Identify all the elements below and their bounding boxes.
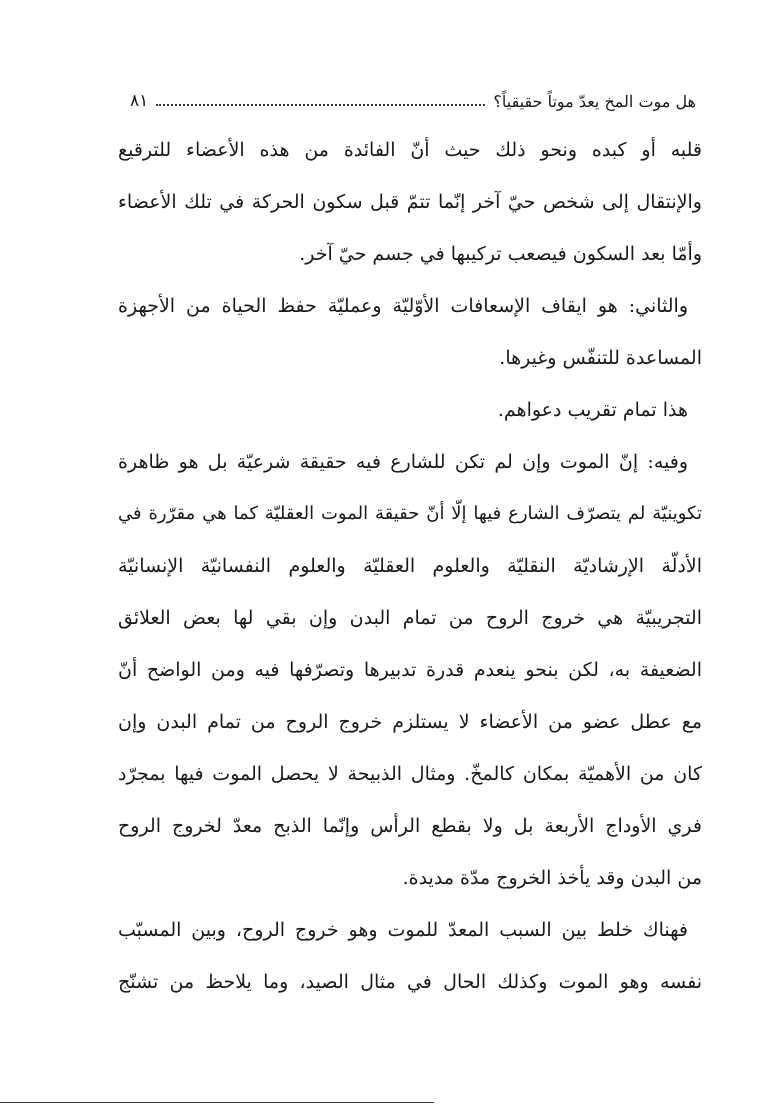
- text-line: وأمّا بعد السكون فيصعب تركيبها في جسم حيّ آخر.: [299, 243, 702, 265]
- text-line: تكوينيّة لم يتصرّف الشارع فيها إلّا أنّ حقيقة الموت العقليّة كما هي مقرّرة في: [118, 503, 702, 524]
- text-line: المساعدة للتنفّس وغيرها.: [499, 347, 702, 369]
- page-number: ٨١: [130, 91, 149, 111]
- running-title: هل موت المخ يعدّ موتاً حقيقياً؟: [493, 91, 696, 111]
- text-line: قلبه أو كبده ونحو ذلك حيث أنّ الفائدة من هذه الأعضاء للترقيع: [118, 139, 702, 161]
- text-line: الضعيفة به، لكن بنحو ينعدم قدرة تدبيرها وتصرّفها فيه ومن الواضح أنّ: [118, 659, 702, 681]
- text-line: التجريبيّة هي خروج الروح من تمام البدن وإن بقي لها بعض العلائق: [118, 607, 702, 629]
- text-line: والثاني: هو ايقاف الإسعافات الأوّليّة وعمليّة حفظ الحياة من الأجهزة: [118, 295, 688, 317]
- text-line: هذا تمام تقريب دعواهم.: [497, 399, 688, 421]
- text-line: كان من الأهميّة بمكان كالمخّ. ومثال الذبيحة لا يحصل الموت فيها بمجرّد: [118, 763, 702, 785]
- running-header: [130, 86, 696, 116]
- text-line: الأدلّة الإرشاديّة النقليّة والعلوم العقليّة والعلوم النفسانيّة الإنسانيّة: [118, 555, 702, 577]
- text-line: فهناك خلط بين السبب المعدّ للموت وهو خروج الروح، وبين المسبّب: [118, 919, 688, 941]
- body-text: [118, 124, 702, 1008]
- text-line: من البدن وقد يأخذ الخروج مدّة مديدة.: [402, 867, 702, 889]
- text-line: وفيه: إنّ الموت وإن لم تكن للشارع فيه حقيقة شرعيّة بل هو ظاهرة: [118, 451, 688, 473]
- bottom-rule: [0, 1102, 434, 1103]
- text-line: نفسه وهو الموت وكذلك الحال في مثال الصيد، وما يلاحظ من تشنّج: [118, 971, 702, 993]
- text-line: والإنتقال إلى شخص حيّ آخر إنّما تتمّ قبل سكون الحركة في تلك الأعضاء: [118, 191, 702, 213]
- text-line: مع عطل عضو من الأعضاء لا يستلزم خروج الروح من تمام البدن وإن: [118, 711, 702, 733]
- dot-leader: [156, 104, 485, 106]
- text-line: فري الأوداج الأربعة بل ولا بقطع الرأس وإنّما الذبح معدّ لخروج الروح: [118, 815, 702, 837]
